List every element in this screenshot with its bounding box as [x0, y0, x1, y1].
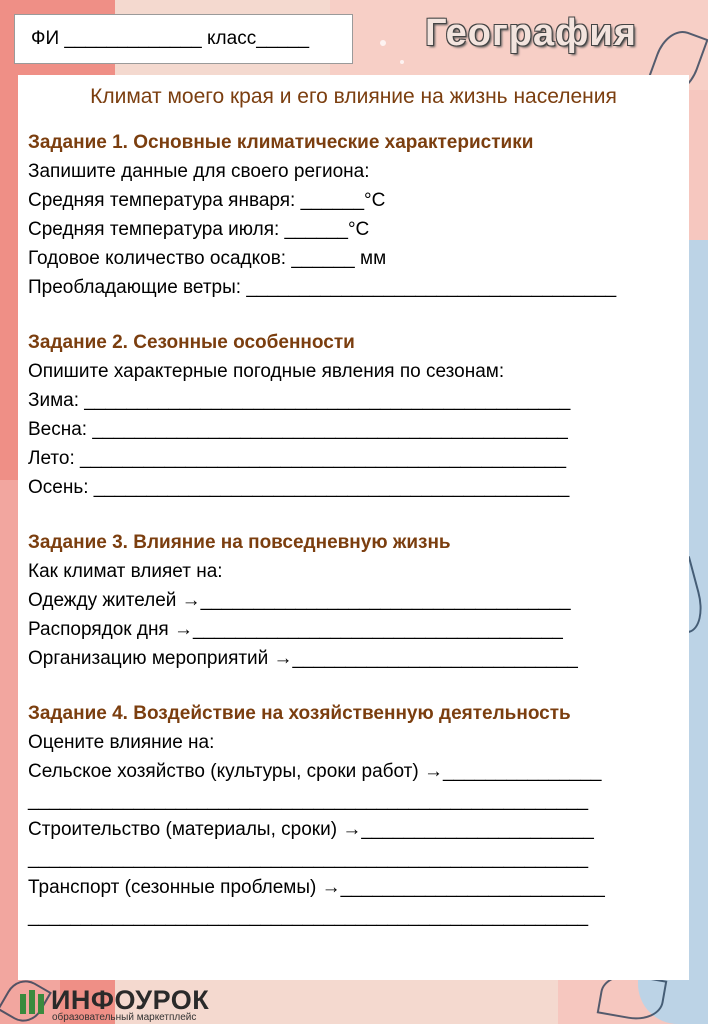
task-3-instruction: Как климат влияет на: — [28, 561, 223, 582]
daily-routine-line: Распорядок дня →___________________________________ — [28, 619, 563, 640]
task-1-instruction: Запишите данные для своего региона: — [28, 161, 370, 182]
winds-line: Преобладающие ветры: ___________________________________ — [28, 277, 617, 298]
events-line: Организацию мероприятий →___________________________ — [28, 648, 578, 669]
worksheet — [18, 75, 689, 980]
july-temperature-line: Средняя температура июля: ______°С — [28, 219, 370, 240]
clothing-line: Одежду жителей →___________________________________ — [28, 590, 571, 611]
precipitation-line: Годовое количество осадков: ______ мм — [28, 248, 387, 269]
student-name-class-line: ФИ _____________ класс_____ — [31, 28, 310, 49]
spring-line: Весна: _____________________________________________ — [28, 419, 568, 440]
task-4-heading: Задание 4. Воздействие на хозяйственную деятельность — [28, 703, 571, 724]
construction-line: Строительство (материалы, сроки) →______________________ — [28, 819, 594, 840]
logo-tagline: образовательный маркетплейс — [52, 1012, 197, 1023]
autumn-line: Осень: _____________________________________________ — [28, 477, 570, 498]
winter-line: Зима: ______________________________________________ — [28, 390, 571, 411]
page-title: Климат моего края и его влияние на жизнь населения — [90, 85, 617, 108]
task-2-heading: Задание 2. Сезонные особенности — [28, 332, 355, 353]
agriculture-line: Сельское хозяйство (культуры, сроки работ) →_______________ — [28, 761, 602, 782]
logo-name: ИНФОУРОК — [51, 985, 210, 1015]
student-name-box — [14, 14, 353, 64]
task-4-instruction: Оцените влияние на: — [28, 732, 215, 753]
infourok-logo — [18, 985, 228, 1021]
task-3-heading: Задание 3. Влияние на повседневную жизнь — [28, 532, 451, 553]
january-temperature-line: Средняя температура января: ______°С — [28, 190, 386, 211]
task-1-heading: Задание 1. Основные климатические характеристики — [28, 132, 534, 153]
subject-title: География — [425, 12, 637, 54]
agriculture-answer-line: _____________________________________________________ — [28, 790, 589, 811]
summer-line: Лето: ______________________________________________ — [28, 448, 567, 469]
transport-line: Транспорт (сезонные проблемы) →_________________________ — [28, 877, 605, 898]
infourok-logo-icon — [18, 988, 48, 1016]
transport-answer-line: _____________________________________________________ — [28, 906, 589, 927]
construction-answer-line: _____________________________________________________ — [28, 848, 589, 869]
task-2-instruction: Опишите характерные погодные явления по сезонам: — [28, 361, 505, 382]
